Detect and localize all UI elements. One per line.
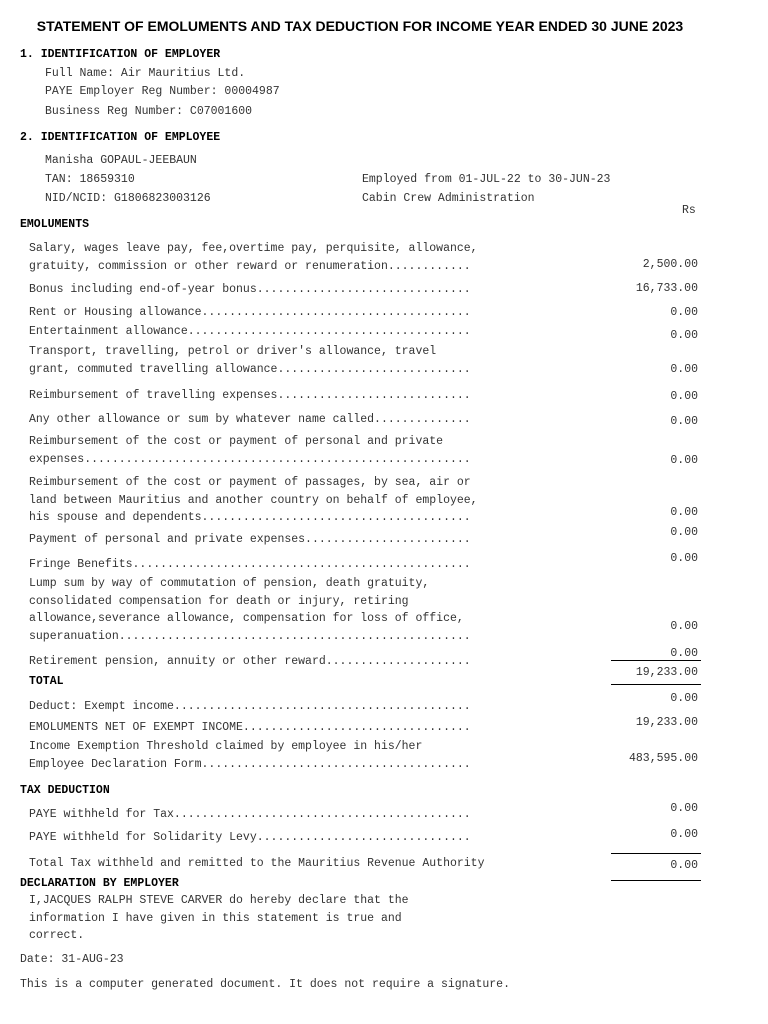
emolument-amount: 0.00 <box>670 363 698 376</box>
emolument-amount: 0.00 <box>670 415 698 428</box>
emolument-amount: 0.00 <box>670 552 698 565</box>
emoluments-heading: EMOLUMENTS <box>20 218 90 231</box>
emolument-label: Transport, travelling, petrol or driver's allowance, travel grant, commuted travelling allowance............................ <box>29 345 471 376</box>
emolument-label: Any other allowance or sum by whatever name called.............. <box>29 413 471 426</box>
emolument-amount: 0.00 <box>670 506 698 519</box>
exemption-threshold-label: Income Exemption Threshold claimed by employee in his/her Employee Declaration Form....................................... <box>29 740 471 771</box>
total-tax-label: Total Tax withheld and remitted to the Mauritius Revenue Authority <box>29 857 485 870</box>
total-label: TOTAL <box>29 675 64 688</box>
solidarity-levy-label: PAYE withheld for Solidarity Levy............................... <box>29 831 471 844</box>
emolument-amount: 0.00 <box>670 454 698 467</box>
emolument-label: Lump sum by way of commutation of pension, death gratuity, consolidated compensation for death or injury, retiring allowance,severance allowance, compensation for loss of office, superanuation................................................... <box>29 577 471 643</box>
total-rule-top <box>611 660 701 661</box>
emolument-amount: 0.00 <box>670 526 698 539</box>
paye-tax-label: PAYE withheld for Tax........................................... <box>29 808 471 821</box>
exemption-threshold-amount: 483,595.00 <box>628 752 698 765</box>
employment-period: Employed from 01-JUL-22 to 30-JUN-23 <box>362 173 611 186</box>
employer-business-reg: Business Reg Number: C07001600 <box>45 105 253 118</box>
employee-tan: TAN: 18659310 <box>45 173 135 186</box>
emolument-amount: 0.00 <box>670 390 698 403</box>
employee-name: Manisha GOPAUL-JEEBAUN <box>45 154 197 167</box>
tax-total-rule-bottom <box>611 880 701 881</box>
emolument-label: Fringe Benefits................................................. <box>29 558 471 571</box>
emolument-label: Bonus including end-of-year bonus............................... <box>29 283 471 296</box>
tax-total-rule-top <box>611 853 701 854</box>
emolument-label: Reimbursement of the cost or payment of passages, by sea, air or land between Mauritius and another country on behalf of employee, his spouse and dependents....................................... <box>29 476 478 524</box>
total-amount: 19,233.00 <box>635 666 698 679</box>
net-emoluments-label: EMOLUMENTS NET OF EXEMPT INCOME................................. <box>29 721 471 734</box>
currency-label: Rs <box>682 204 696 217</box>
total-tax-amount: 0.00 <box>670 859 698 872</box>
employee-heading: 2. IDENTIFICATION OF EMPLOYEE <box>20 131 221 144</box>
employer-paye-reg: PAYE Employer Reg Number: 00004987 <box>45 85 280 98</box>
emolument-label: Rent or Housing allowance....................................... <box>29 306 471 319</box>
solidarity-levy-amount: 0.00 <box>670 828 698 841</box>
total-rule-bottom <box>611 684 701 685</box>
emolument-label: Salary, wages leave pay, fee,overtime pay, perquisite, allowance, gratuity, commission or other reward or renumeration............ <box>29 242 478 273</box>
emolument-label: Retirement pension, annuity or other reward..................... <box>29 655 471 668</box>
net-emoluments-amount: 19,233.00 <box>635 716 698 729</box>
emolument-amount: 0.00 <box>670 306 698 319</box>
employer-heading: 1. IDENTIFICATION OF EMPLOYER <box>20 48 221 61</box>
emolument-amount: 0.00 <box>670 647 698 660</box>
footer-note: This is a computer generated document. It does not require a signature. <box>20 978 510 991</box>
emolument-amount: 0.00 <box>670 620 698 633</box>
emolument-label: Reimbursement of travelling expenses............................ <box>29 389 471 402</box>
exempt-income-amount: 0.00 <box>670 692 698 705</box>
employee-nid: NID/NCID: G1806823003126 <box>45 192 211 205</box>
declaration-text: I,JACQUES RALPH STEVE CARVER do hereby declare that the information I have given in this statement is true and correct. <box>29 894 409 942</box>
emolument-label: Payment of personal and private expenses........................ <box>29 533 471 546</box>
declaration-date: Date: 31-AUG-23 <box>20 953 124 966</box>
emolument-amount: 2,500.00 <box>642 258 698 271</box>
tax-deduction-heading: TAX DEDUCTION <box>20 784 110 797</box>
employer-full-name: Full Name: Air Mauritius Ltd. <box>45 67 246 80</box>
paye-tax-amount: 0.00 <box>670 802 698 815</box>
emolument-label: Reimbursement of the cost or payment of personal and private expenses........................................................ <box>29 435 471 466</box>
emolument-amount: 16,733.00 <box>635 282 698 295</box>
employee-department: Cabin Crew Administration <box>362 192 535 205</box>
emolument-amount: 0.00 <box>670 329 698 342</box>
exempt-income-label: Deduct: Exempt income........................................... <box>29 700 471 713</box>
statement-title: STATEMENT OF EMOLUMENTS AND TAX DEDUCTION FOR INCOME YEAR ENDED 30 JUNE 2023 <box>36 18 684 34</box>
declaration-heading: DECLARATION BY EMPLOYER <box>20 877 179 890</box>
emolument-label: Entertainment allowance......................................... <box>29 325 471 338</box>
